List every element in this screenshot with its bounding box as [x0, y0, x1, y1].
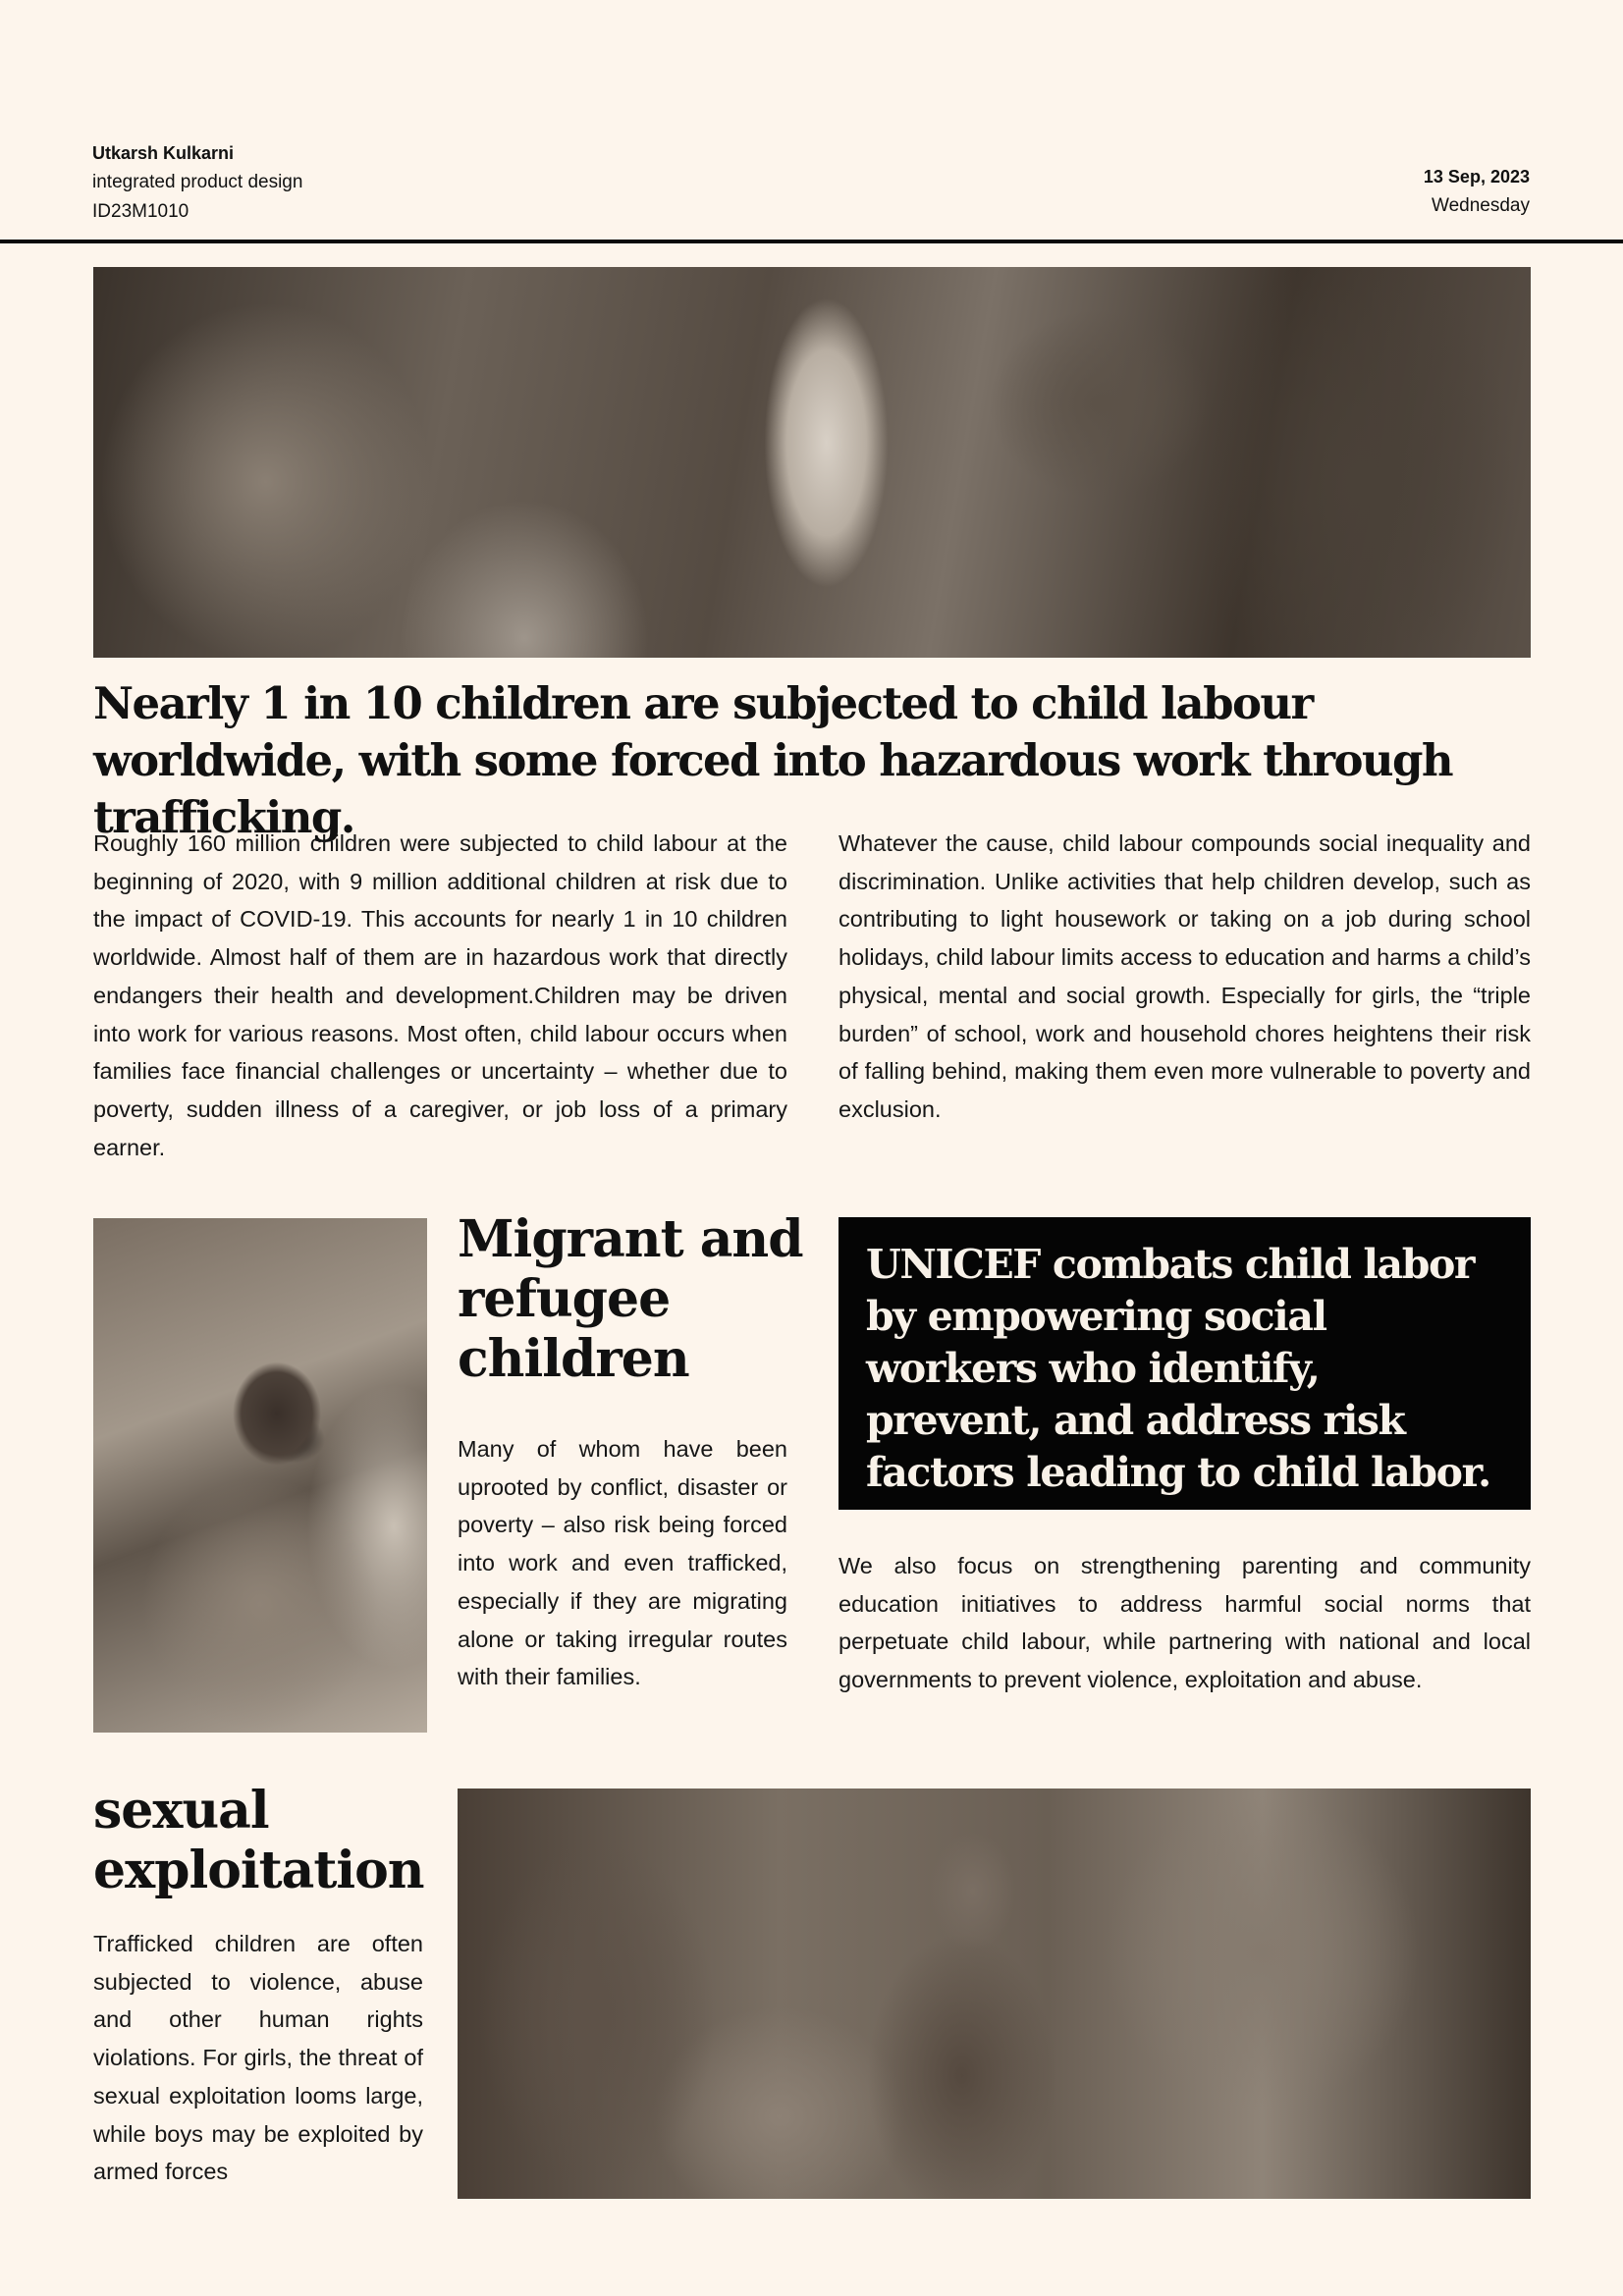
weekday: Wednesday [1432, 195, 1530, 216]
unicef-callout-box [839, 1217, 1531, 1510]
migrant-photo [93, 1218, 427, 1733]
header-divider [0, 240, 1623, 243]
date-block [1424, 162, 1530, 221]
unicef-section-body: We also focus on strengthening parenting and community education initiatives to address harmful social norms that perpetuate child labour, while partnering with national and local governments to prevent violence, exploitation and abuse. [839, 1553, 1531, 1693]
unicef-callout-text: UNICEF combats child labor by empowering social workers who identify, prevent, and address risk factors leading to child labor. [866, 1241, 1490, 1496]
author-block [92, 138, 302, 227]
exploitation-section-title: sexual exploitation [93, 1781, 424, 1900]
page-headline: Nearly 1 in 10 children are subjected to child labour worldwide, with some forced into hazardous work through trafficking. [93, 677, 1452, 843]
migrant-section-title: Migrant and refugee children [458, 1209, 803, 1389]
program-name: integrated product design [92, 172, 303, 192]
exploitation-section-body: Trafficked children are often subjected to violence, abuse and other human rights violations. For girls, the threat of sexual exploitation looms large, while boys may be exploited by armed forces [93, 1931, 423, 2185]
workshop-photo [458, 1789, 1531, 2199]
date: 13 Sep, 2023 [1423, 167, 1530, 187]
author-name: Utkarsh Kulkarni [92, 143, 235, 163]
hero-photo [93, 267, 1531, 658]
intro-left-paragraph: Roughly 160 million children were subjected to child labour at the beginning of 2020, with 9 million additional children at risk due to the impact of COVID-19. This accounts for nearly 1 in 10 children worldwide. Almost half of them are in hazardous work that directly endangers their health and development.Children may be driven into work for various reasons. Most often, child labour occurs when families face financial challenges or uncertainty – whether due to poverty, sudden illness of a caregiver, or job loss of a primary earner. [93, 830, 787, 1160]
migrant-section-body: Many of whom have been uprooted by conflict, disaster or poverty – also risk being forced into work and even trafficked, especially if they are migrating alone or taking irregular routes with their families. [458, 1436, 787, 1690]
student-id: ID23M1010 [92, 201, 189, 222]
intro-right-paragraph: Whatever the cause, child labour compounds social inequality and discrimination. Unlike activities that help children develop, such as contributing to light housework or taking on a job during school holidays, child labour limits access to education and harms a child’s physical, mental and social growth. Especially for girls, the “triple burden” of school, work and household chores heightens their risk of falling behind, making them even more vulnerable to poverty and exclusion. [839, 830, 1531, 1122]
